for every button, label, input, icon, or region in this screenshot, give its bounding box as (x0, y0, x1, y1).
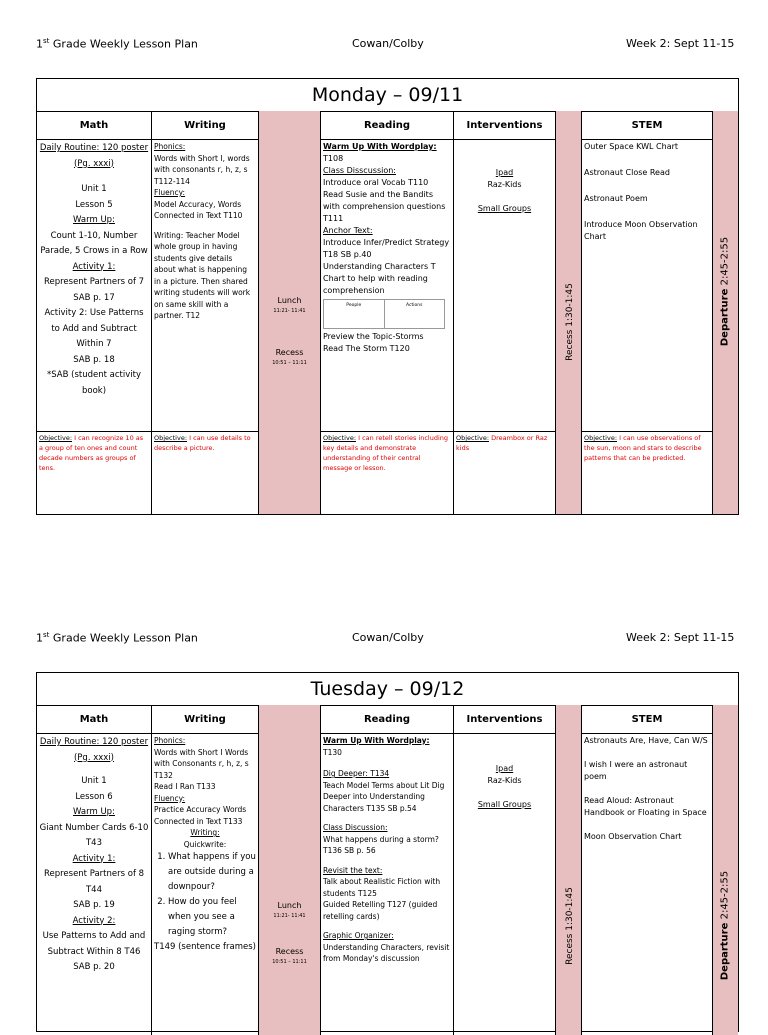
lunch-recess-column (259, 705, 321, 1035)
departure-label: Departure 2:45-2:55 (719, 236, 731, 347)
monday-plan (36, 78, 739, 515)
stem-column (582, 111, 713, 514)
interventions-column (454, 705, 556, 1035)
interventions-content: Ipad Raz-Kids Small Groups (477, 764, 532, 809)
lunch-label: Lunch 11:21- 11:41 (273, 901, 306, 919)
math-content: Daily Routine: 120 poster (Pg. xxxi) Unit 1 Lesson 5 Warm Up: Count 1-10, Number Parade, 5 Crows in a Row Activity 1: Represent Partners of 7 SAB p. 17 Activity 2: Use Patterns to Add and Subtract Within 7 SAB p. 18 *SAB (student activity book) (39, 143, 149, 396)
column-header-reading: Reading (321, 705, 453, 734)
reading-content: Warm Up With Wordplay: T108 Class Disscussion: Introduce oral Vocab T110 Read Susie and the Bandits with comprehension questions T111 Anchor Text: Introduce Infer/Predict Strategy T18 SB p.40 Understanding Characters T Chart to help with reading comprehension People Actions Preview the Topic-Storms Read The Storm T120 (323, 142, 450, 353)
interventions-content: Ipad Raz-Kids Small Groups (477, 168, 532, 213)
header-teachers: Cowan/Colby (352, 37, 424, 50)
column-header-stem: STEM (582, 111, 712, 140)
math-objective: Objective: I can recognize 10 as a group of ten ones and count decade numbers as groups of tens. (39, 434, 144, 472)
afternoon-recess-column (556, 111, 582, 514)
reading-objective: Objective: I can retell stories including key details and demonstrate understanding of their central message or lesson. (323, 434, 449, 472)
math-content: Daily Routine: 120 poster (Pg. xxxi) Unit 1 Lesson 6 Warm Up: Giant Number Cards 6-10 T43 Activity 1: Represent Partners of 8 T44 SAB p. 19 Activity 2: Use Patterns to Add and Subtract Within 8 T46 SAB p. 20 (39, 737, 149, 972)
column-header-math: Math (37, 705, 151, 734)
writing-column (152, 111, 259, 514)
page-header (0, 37, 768, 57)
math-column (37, 705, 152, 1035)
day-title: Tuesday – 09/12 (37, 673, 738, 706)
writing-content: Phonics: Words with Short I Words with Consonants r, h, z, s T132 Read I Ran T133 Fluency: Practice Accuracy Words Connected in Text T133 Writing: Quickwrite: 1. What happens if you are outside during a downpour? 2. How do you feel when you see a raging storm? T149 (sentence frames) (154, 735, 256, 955)
interventions-objective: Objective: Dreambox or Raz kids (456, 434, 548, 452)
page-header (0, 631, 768, 651)
reading-column (321, 111, 454, 514)
departure-label: Departure 2:45-2:55 (719, 870, 731, 981)
interventions-column (454, 111, 556, 514)
departure-column (713, 111, 738, 514)
header-grade: 1st Grade Weekly Lesson Plan (36, 631, 198, 645)
people-actions-t-chart: People Actions (323, 299, 445, 329)
column-header-writing: Writing (152, 111, 258, 140)
stem-content: Astronauts Are, Have, Can W/S I wish I were an astronaut poem Read Aloud: Astronaut Handbook or Floating in Space Moon Observation Chart (584, 736, 708, 841)
column-header-reading: Reading (321, 111, 453, 140)
stem-objective: Objective: I can use observations of the sun, moon and stars to describe patterns that can be predicted. (584, 434, 702, 462)
writing-column (152, 705, 259, 1035)
recess-label: Recess 10:51 – 11:11 (272, 947, 307, 965)
column-header-stem: STEM (582, 705, 712, 734)
writing-objective: Objective: I can use details to describe a picture. (154, 434, 251, 452)
day-title: Monday – 09/11 (37, 79, 738, 112)
column-header-interventions: Interventions (454, 111, 555, 140)
header-teachers: Cowan/Colby (352, 631, 424, 644)
stem-column (582, 705, 713, 1035)
tuesday-plan (36, 672, 739, 1032)
lunch-label: Lunch 11:21- 11:41 (273, 296, 306, 314)
header-week: Week 2: Sept 11-15 (626, 37, 735, 50)
column-header-math: Math (37, 111, 151, 140)
header-grade: 1st Grade Weekly Lesson Plan (36, 37, 198, 51)
afternoon-recess-label: Recess 1:30-1:45 (565, 283, 575, 361)
math-column (37, 111, 152, 514)
recess-label: Recess 10:51 – 11:11 (272, 348, 307, 366)
lunch-recess-column (259, 111, 321, 514)
reading-content: Warm Up With Wordplay: T130 Dig Deeper: T134 Teach Model Terms about Lit Dig Deeper into Understanding Characters T135 SB p.54 Class Discussion: What happens during a storm? T136 SB p. 56 Revisit the text: Talk about Realistic Fiction with students T125 Guided Retelling T127 (guided retelling cards) Graphic Organizer: Understanding Characters, revisit from Monday's discussion (323, 736, 450, 963)
header-week: Week 2: Sept 11-15 (626, 631, 735, 644)
afternoon-recess-label: Recess 1:30-1:45 (565, 887, 575, 965)
column-header-interventions: Interventions (454, 705, 555, 734)
writing-content: Phonics: Words with Short I, words with consonants r, h, z, s T112-114 Fluency: Model Accuracy, Words Connected in Text T110 Writing: Teacher Model whole group in having students give details about what is happening in a picture. Then shared writing students will work on same skill with a partner. T12 (154, 142, 251, 320)
stem-content: Outer Space KWL Chart Astronaut Close Read Astronaut Poem Introduce Moon Observation Chart (584, 142, 698, 241)
departure-column (713, 705, 738, 1035)
column-header-writing: Writing (152, 705, 258, 734)
reading-column (321, 705, 454, 1035)
afternoon-recess-column (556, 705, 582, 1035)
